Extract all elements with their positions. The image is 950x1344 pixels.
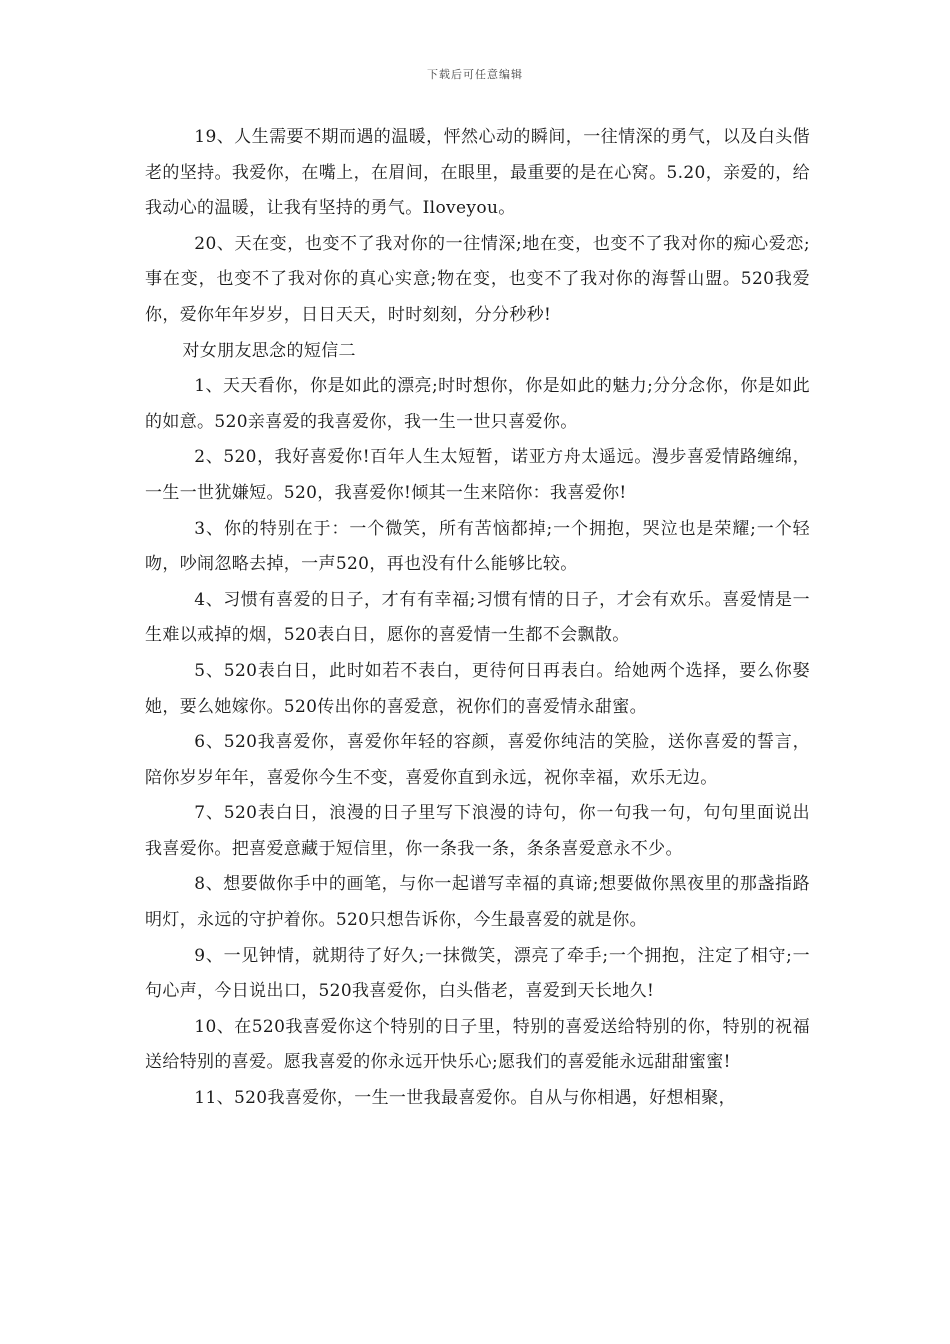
paragraph-3: 3、你的特别在于：一个微笑，所有苦恼都掉;一个拥抱，哭泣也是荣耀;一个轻吻，吵闹忽略去掉，一声520，再也没有什么能够比较。 — [145, 518, 810, 575]
paragraph-5: 5、520表白日，此时如若不表白，更待何日再表白。给她两个选择，要么你娶她，要么她嫁你。520传出你的喜爱意，祝你们的喜爱情永甜蜜。 — [145, 660, 810, 717]
section-heading: 对女朋友思念的短信二 — [182, 340, 356, 361]
paragraph-4: 4、习惯有喜爱的日子，才有有幸福;习惯有情的日子，才会有欢乐。喜爱情是一生难以戒掉的烟，520表白日，愿你的喜爱情一生都不会飘散。 — [145, 589, 810, 646]
page-header-note: 下载后可任意编辑 — [427, 68, 523, 81]
paragraph-7: 7、520表白日，浪漫的日子里写下浪漫的诗句，你一句我一句，句句里面说出我喜爱你。把喜爱意藏于短信里，你一条我一条，条条喜爱意永不少。 — [145, 803, 810, 859]
paragraph-2: 2、520，我好喜爱你!百年人生太短暂，诺亚方舟太遥远。漫步喜爱情路缠绵，一生一世犹嫌短。520，我喜爱你!倾其一生来陪你：我喜爱你! — [145, 447, 810, 503]
paragraph-8: 8、想要做你手中的画笔，与你一起谱写幸福的真谛;想要做你黑夜里的那盏指路明灯，永远的守护着你。520只想告诉你，今生最喜爱的就是你。 — [145, 874, 810, 931]
paragraph-10: 10、在520我喜爱你这个特别的日子里，特别的喜爱送给特别的你，特别的祝福送给特别的喜爱。愿我喜爱的你永远开快乐心;愿我们的喜爱能永远甜甜蜜蜜! — [145, 1016, 810, 1073]
paragraph-11: 11、520我喜爱你，一生一世我最喜爱你。自从与你相遇，好想相聚， — [194, 1088, 736, 1109]
paragraph-9: 9、一见钟情，就期待了好久;一抹微笑，漂亮了牵手;一个拥抱，注定了相守;一句心声，今日说出口，520我喜爱你，白头偕老，喜爱到天长地久! — [145, 945, 810, 1002]
paragraph-6: 6、520我喜爱你，喜爱你年轻的容颜，喜爱你纯洁的笑脸，送你喜爱的誓言，陪你岁岁年年，喜爱你今生不变，喜爱你直到永远，祝你幸福，欢乐无边。 — [145, 732, 810, 788]
paragraph-19: 19、人生需要不期而遇的温暖，怦然心动的瞬间，一往情深的勇气，以及白头偕老的坚持。我爱你，在嘴上，在眉间，在眼里，最重要的是在心窝。5.20，亲爱的，给我动心的温暖，让我有坚持的勇气。Iloveyou。 — [145, 127, 810, 219]
document-body — [145, 120, 810, 1117]
paragraph-1: 1、天天看你，你是如此的漂亮;时时想你，你是如此的魅力;分分念你，你是如此的如意。520亲喜爱的我喜爱你，我一生一世只喜爱你。 — [145, 376, 810, 432]
paragraph-20: 20、天在变，也变不了我对你的一往情深;地在变，也变不了我对你的痴心爱恋;事在变，也变不了我对你的真心实意;物在变，也变不了我对你的海誓山盟。520我爱你，爱你年年岁岁，日日天天，时时刻刻，分分秒秒! — [145, 233, 810, 325]
